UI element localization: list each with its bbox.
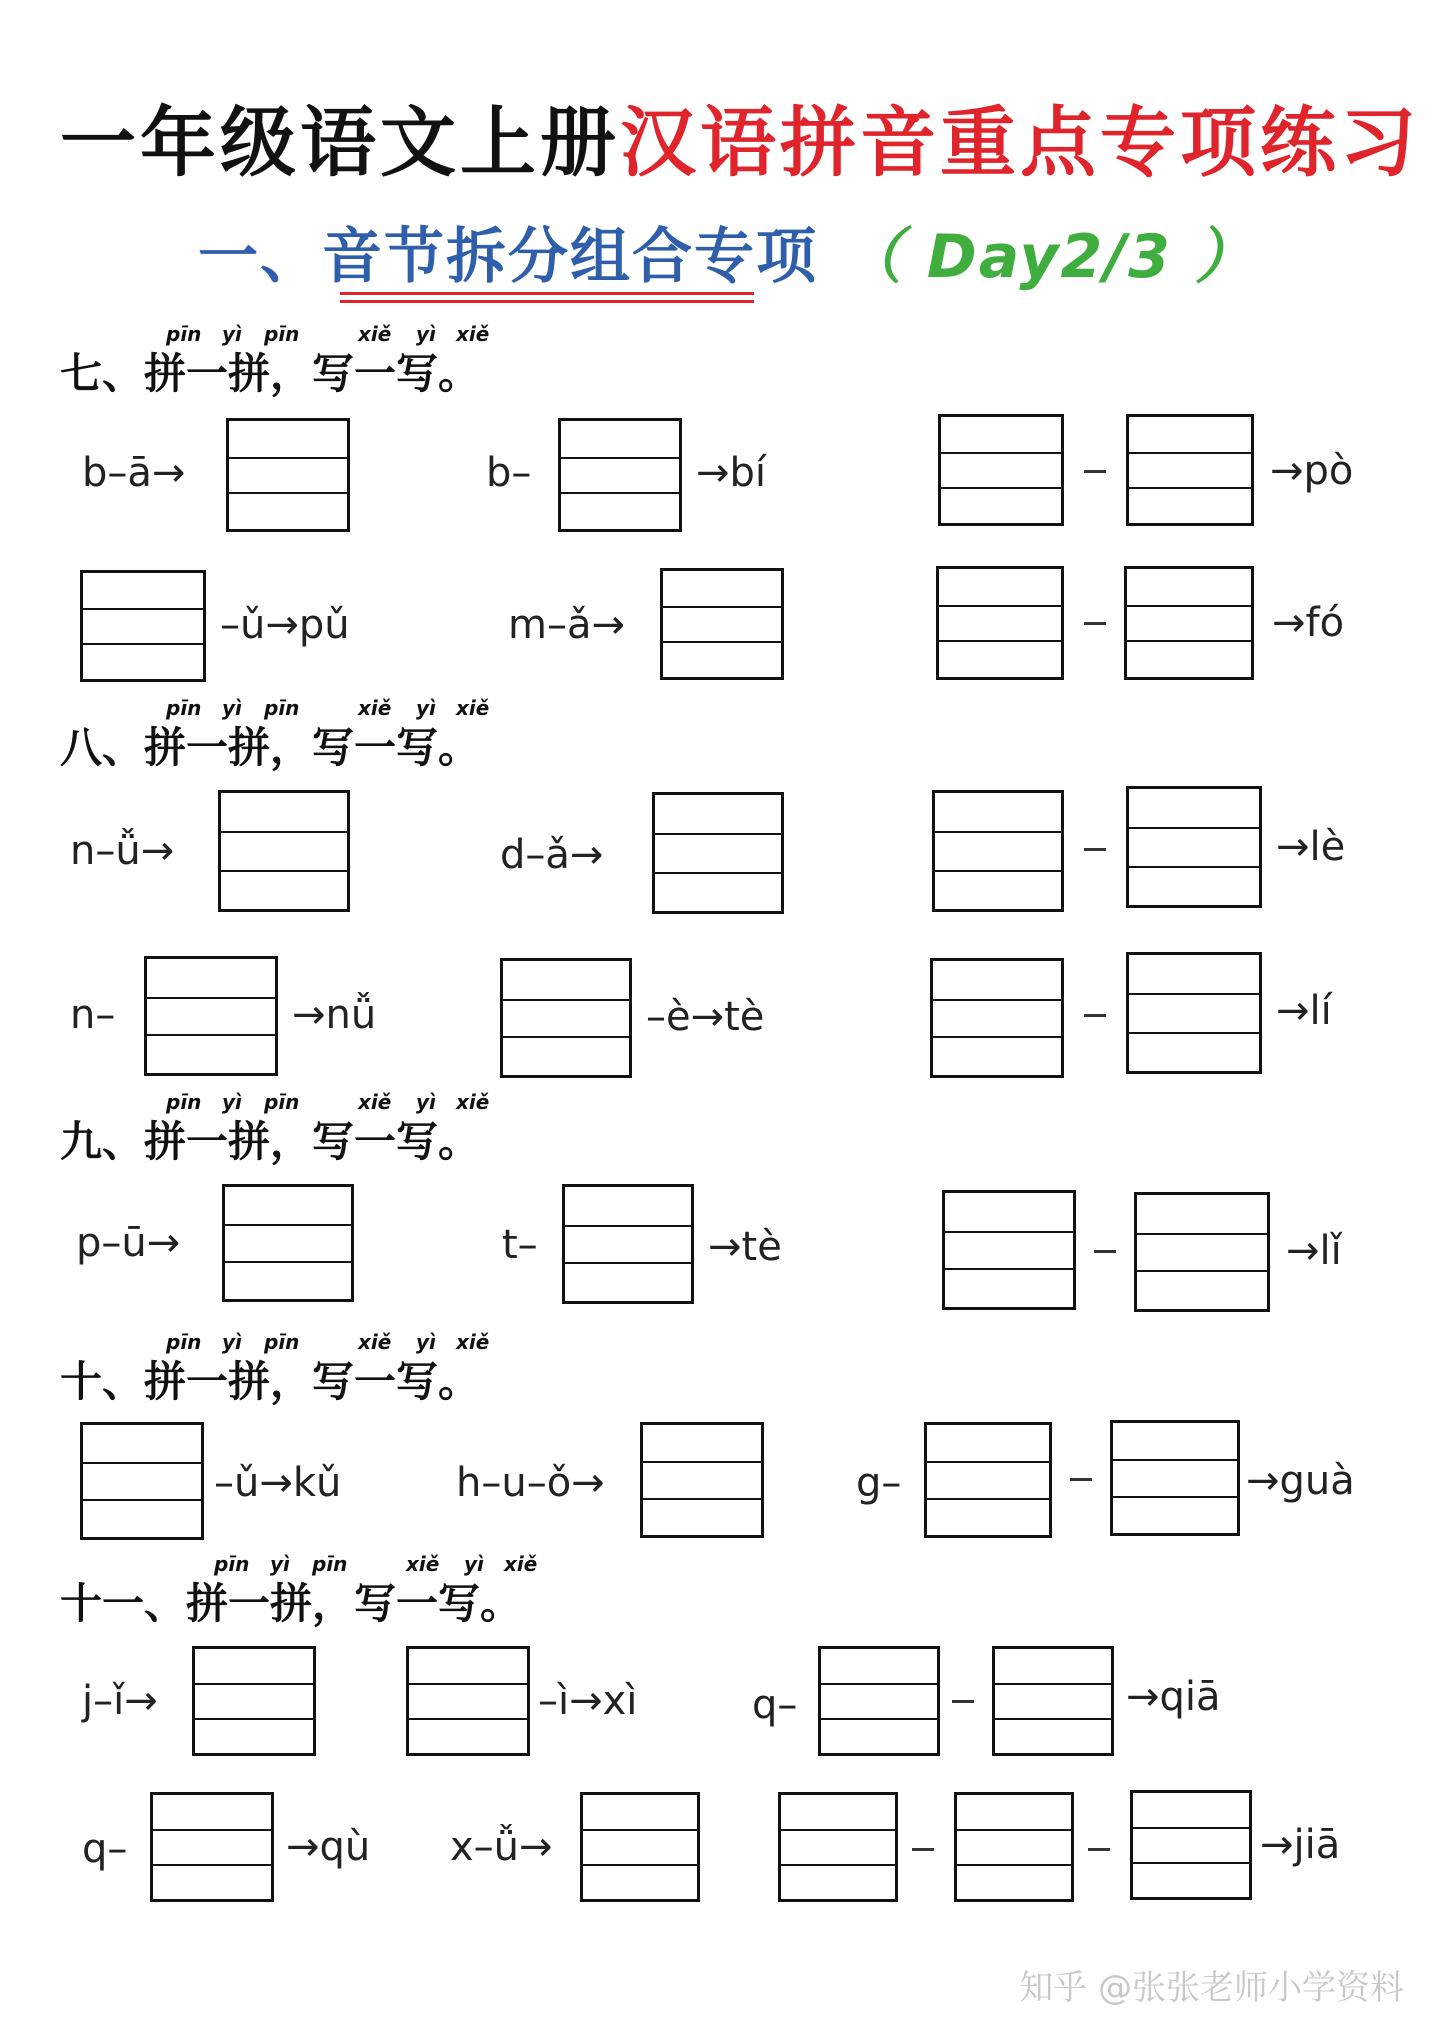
page-title xyxy=(60,88,1420,198)
writing-box[interactable] xyxy=(932,790,1064,912)
writing-box[interactable] xyxy=(1130,1790,1252,1900)
pinyin-xie: xiě xyxy=(456,696,490,720)
pinyin-xie: xiě xyxy=(358,696,392,720)
pinyin-pin: pīn xyxy=(312,1552,348,1576)
writing-box[interactable] xyxy=(558,418,682,532)
writing-box[interactable] xyxy=(150,1792,274,1902)
writing-box[interactable] xyxy=(580,1792,700,1902)
dash xyxy=(912,1848,934,1851)
writing-box[interactable] xyxy=(222,1184,354,1302)
writing-box[interactable] xyxy=(938,414,1064,526)
writing-box[interactable] xyxy=(930,958,1064,1078)
writing-box[interactable] xyxy=(818,1646,940,1756)
writing-box[interactable] xyxy=(936,566,1064,680)
exercise-text: j–ǐ→ xyxy=(82,1678,158,1724)
pinyin-yi: yì xyxy=(464,1552,484,1576)
section-10-title: 十、拼一拼，写一写。 xyxy=(60,1357,481,1406)
exercise-text: –ǔ→kǔ xyxy=(214,1460,342,1506)
pinyin-pin: pīn xyxy=(264,1330,300,1354)
pinyin-yi: yì xyxy=(416,1330,436,1354)
dash xyxy=(1084,470,1106,473)
exercise-text: →lí xyxy=(1276,988,1332,1034)
exercise-text: g– xyxy=(856,1460,902,1506)
pinyin-yi: yì xyxy=(222,1330,242,1354)
exercise-text: b– xyxy=(486,450,532,496)
pinyin-yi: yì xyxy=(416,696,436,720)
dash xyxy=(952,1700,974,1703)
exercise-text: h–u–ǒ→ xyxy=(456,1460,605,1506)
pinyin-pin: pīn xyxy=(264,322,300,346)
pinyin-pin: pīn xyxy=(214,1552,250,1576)
exercise-text: p–ū→ xyxy=(76,1220,181,1266)
writing-box[interactable] xyxy=(406,1646,530,1756)
subtitle-number: 一、 xyxy=(198,222,322,292)
exercise-text: →qù xyxy=(286,1824,371,1870)
pinyin-xie: xiě xyxy=(358,1330,392,1354)
writing-box[interactable] xyxy=(1134,1192,1270,1312)
exercise-text: –ǔ→pǔ xyxy=(220,602,350,648)
subtitle-main: 音节拆分组合专项 xyxy=(322,222,818,292)
exercise-text: n–ǚ→ xyxy=(70,828,175,874)
dash xyxy=(1084,1014,1106,1017)
dash xyxy=(1088,1848,1110,1851)
pinyin-xie: xiě xyxy=(358,1090,392,1114)
exercise-text: →lè xyxy=(1276,824,1346,870)
writing-box[interactable] xyxy=(954,1792,1074,1902)
pinyin-xie: xiě xyxy=(406,1552,440,1576)
exercise-text: q– xyxy=(752,1682,798,1728)
writing-box[interactable] xyxy=(1126,952,1262,1074)
pinyin-yi: yì xyxy=(222,322,242,346)
subtitle xyxy=(198,212,1257,302)
exercise-text: t– xyxy=(502,1222,538,1268)
writing-box[interactable] xyxy=(942,1190,1076,1310)
dash xyxy=(1070,1478,1092,1481)
pinyin-yi: yì xyxy=(222,1090,242,1114)
title-black: 一年级语文上册 xyxy=(60,98,620,187)
exercise-text: b–ā→ xyxy=(82,450,186,496)
pinyin-xie: xiě xyxy=(504,1552,538,1576)
writing-box[interactable] xyxy=(562,1184,694,1304)
exercise-text: –ì→xì xyxy=(538,1678,638,1724)
writing-box[interactable] xyxy=(192,1646,316,1756)
writing-box[interactable] xyxy=(652,792,784,914)
exercise-text: →guà xyxy=(1246,1458,1355,1504)
subtitle-day: （ Day2/3 ） xyxy=(842,222,1257,292)
writing-box[interactable] xyxy=(144,956,278,1076)
pinyin-pin: pīn xyxy=(166,696,202,720)
pinyin-yi: yì xyxy=(270,1552,290,1576)
exercise-text: m–ǎ→ xyxy=(508,602,625,648)
writing-box[interactable] xyxy=(992,1646,1114,1756)
exercise-text: d–ǎ→ xyxy=(500,832,604,878)
exercise-text: →lǐ xyxy=(1286,1228,1342,1274)
subtitle-underline xyxy=(340,300,754,303)
writing-box[interactable] xyxy=(1126,786,1262,908)
writing-box[interactable] xyxy=(500,958,632,1078)
dash xyxy=(1084,622,1106,625)
pinyin-pin: pīn xyxy=(166,1330,202,1354)
writing-box[interactable] xyxy=(1110,1420,1240,1536)
dash xyxy=(1084,848,1106,851)
pinyin-pin: pīn xyxy=(264,696,300,720)
writing-box[interactable] xyxy=(924,1422,1052,1538)
exercise-text: q– xyxy=(82,1826,128,1872)
exercise-text: →qiā xyxy=(1126,1674,1221,1720)
pinyin-xie: xiě xyxy=(456,322,490,346)
pinyin-pin: pīn xyxy=(166,322,202,346)
pinyin-yi: yì xyxy=(416,1090,436,1114)
writing-box[interactable] xyxy=(1126,414,1254,526)
watermark: 知乎 @张张老师小学资料 xyxy=(1019,1968,1404,2008)
subtitle-underline xyxy=(340,292,754,295)
writing-box[interactable] xyxy=(80,1422,204,1540)
writing-box[interactable] xyxy=(80,570,206,682)
exercise-text: x–ǚ→ xyxy=(450,1824,553,1870)
section-11-title: 十一、拼一拼，写一写。 xyxy=(60,1579,523,1628)
dash xyxy=(1094,1250,1116,1253)
exercise-text: →fó xyxy=(1272,600,1345,646)
exercise-text: n– xyxy=(70,992,116,1038)
writing-box[interactable] xyxy=(226,418,350,532)
writing-box[interactable] xyxy=(778,1792,898,1902)
pinyin-pin: pīn xyxy=(264,1090,300,1114)
pinyin-xie: xiě xyxy=(456,1090,490,1114)
writing-box[interactable] xyxy=(218,790,350,912)
writing-box[interactable] xyxy=(1124,566,1254,680)
section-7-title: 七、拼一拼，写一写。 xyxy=(60,349,481,398)
exercise-text: –è→tè xyxy=(646,994,765,1040)
exercise-text: →pò xyxy=(1270,448,1354,494)
pinyin-yi: yì xyxy=(222,696,242,720)
writing-box[interactable] xyxy=(640,1422,764,1538)
section-8-title: 八、拼一拼，写一写。 xyxy=(60,723,481,772)
pinyin-xie: xiě xyxy=(358,322,392,346)
pinyin-pin: pīn xyxy=(166,1090,202,1114)
exercise-text: →jiā xyxy=(1260,1822,1341,1868)
writing-box[interactable] xyxy=(660,568,784,680)
section-9-title: 九、拼一拼，写一写。 xyxy=(60,1117,481,1166)
exercise-text: →tè xyxy=(708,1224,782,1270)
exercise-text: →nǚ xyxy=(292,992,377,1038)
pinyin-xie: xiě xyxy=(456,1330,490,1354)
exercise-text: →bí xyxy=(696,450,767,496)
pinyin-yi: yì xyxy=(416,322,436,346)
title-red: 汉语拼音重点专项练习 xyxy=(620,98,1420,187)
